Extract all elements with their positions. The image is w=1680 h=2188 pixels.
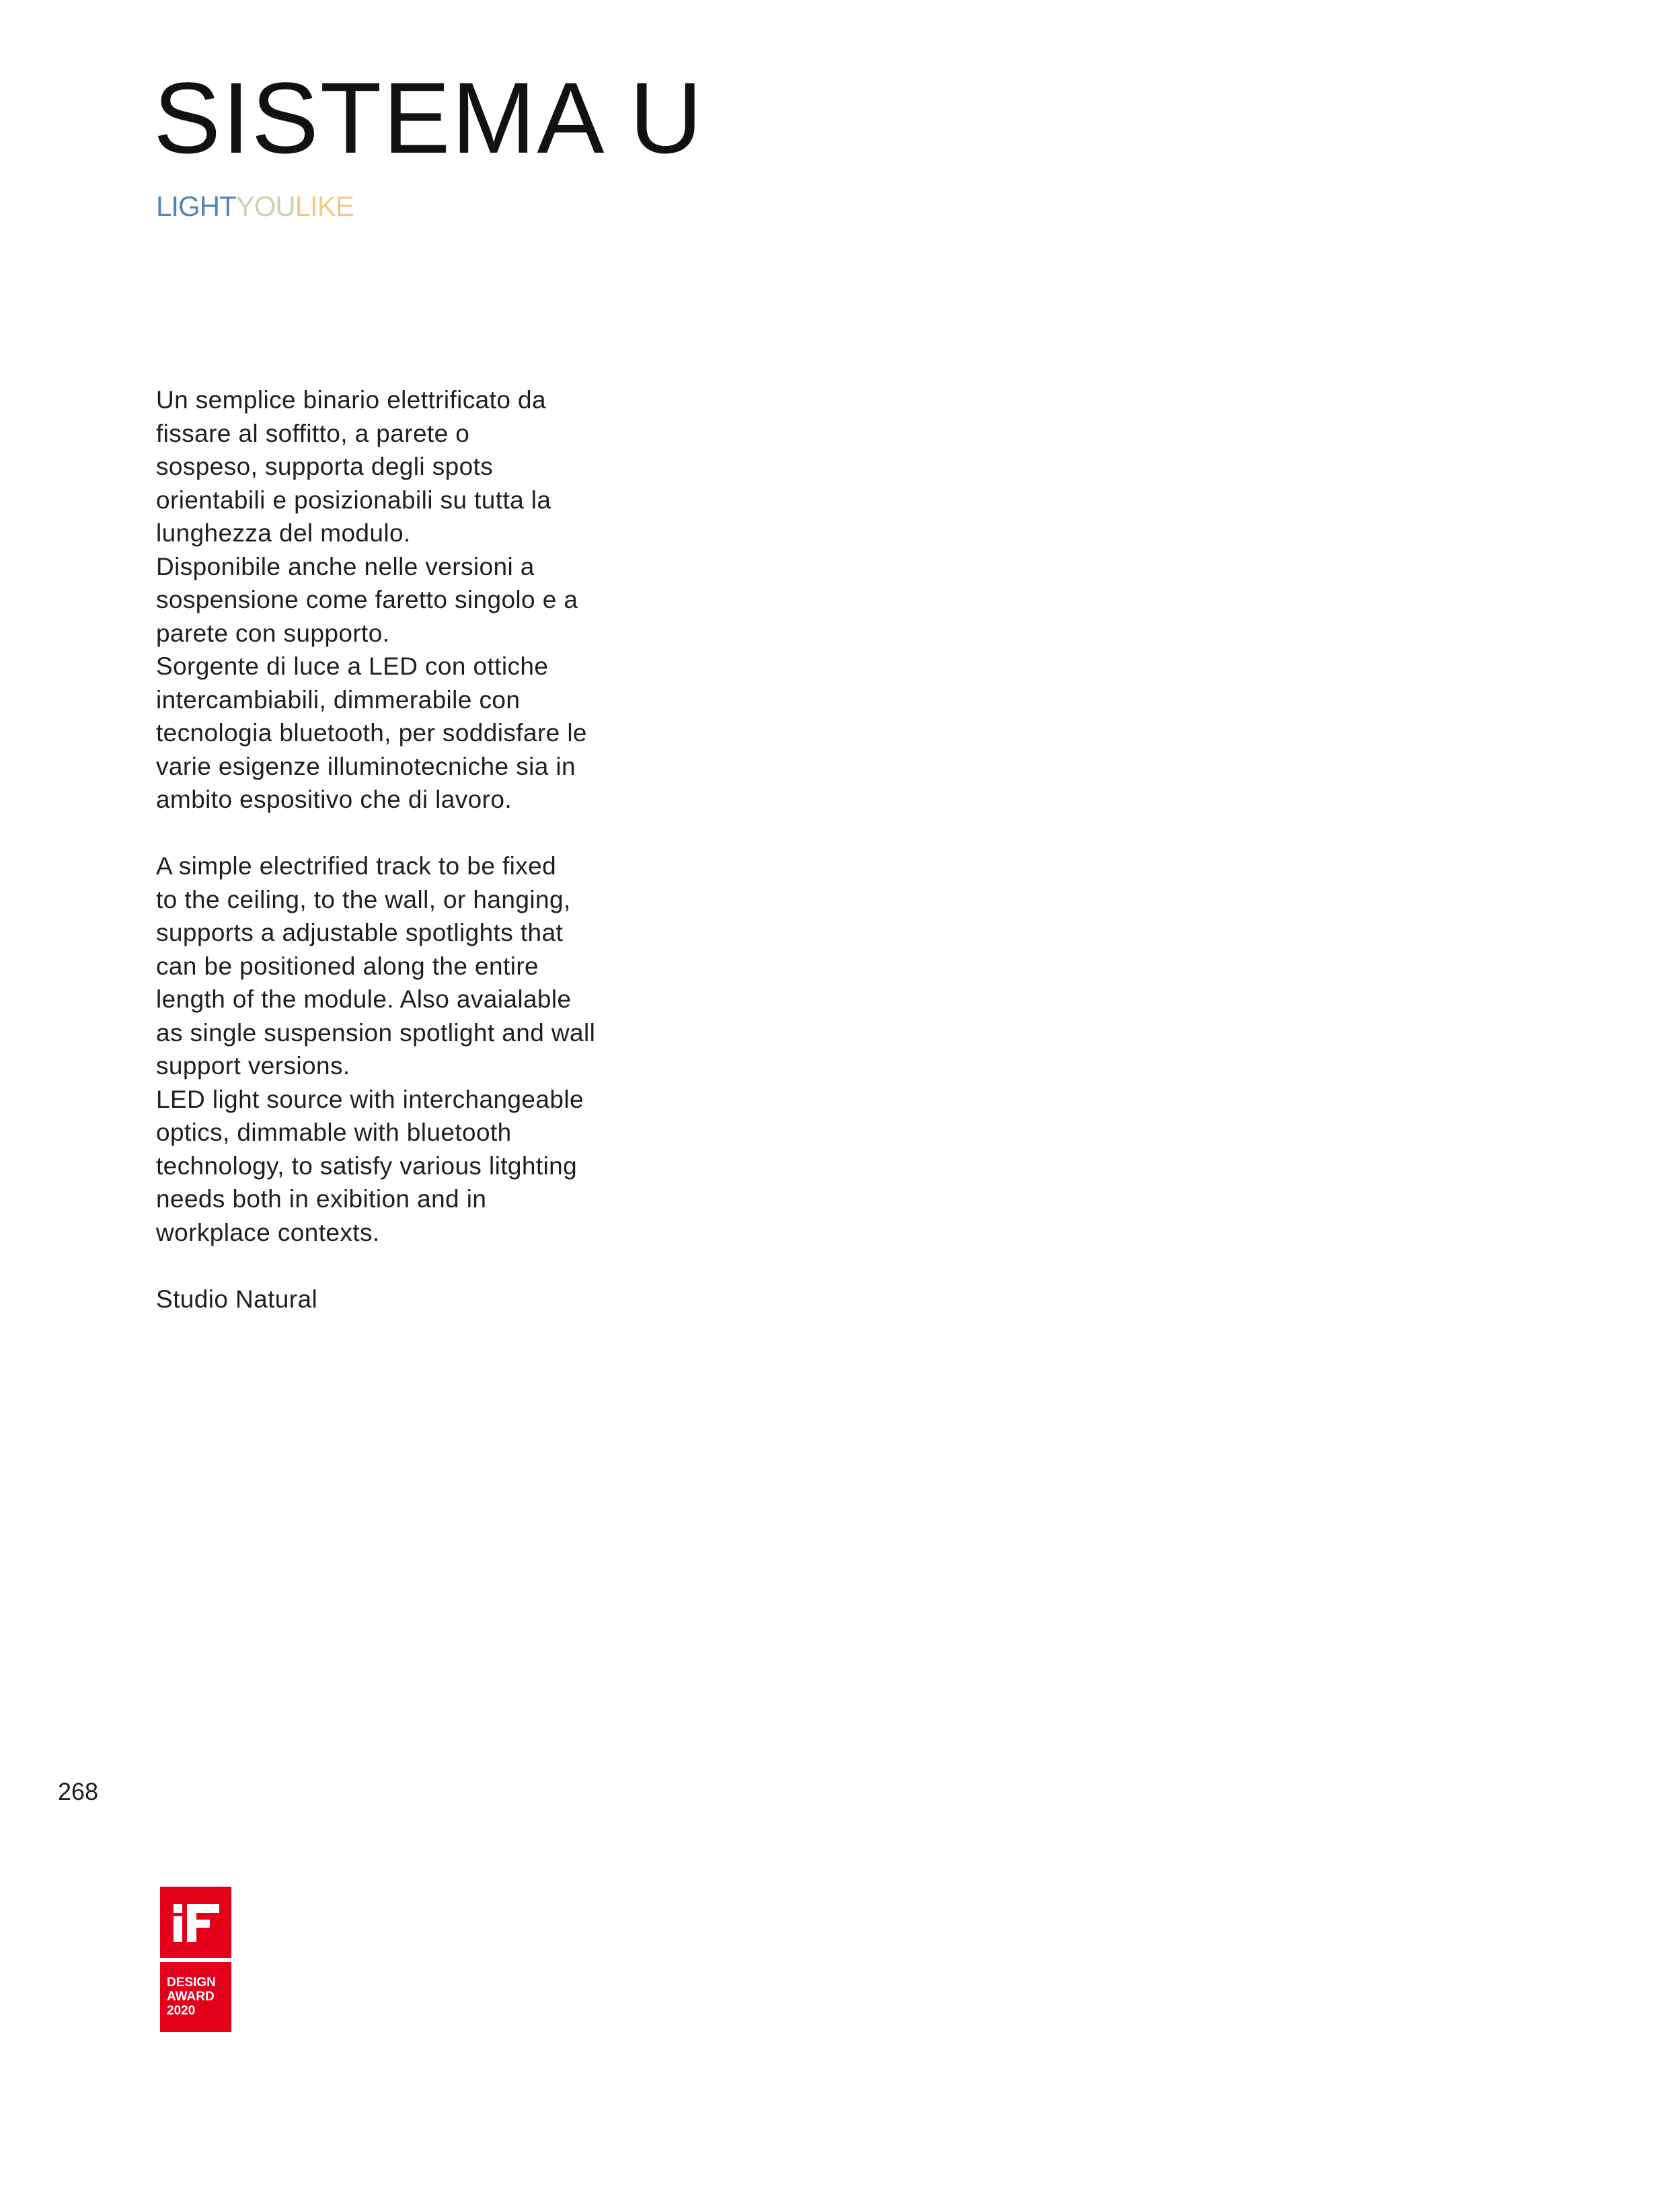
brand-tagline xyxy=(156,192,354,221)
tagline-part-you: YOU xyxy=(235,190,295,222)
if-design-award-badge xyxy=(160,1887,231,2032)
description xyxy=(156,383,667,1316)
page-number: 268 xyxy=(58,1778,99,1805)
tagline-part-light: LIGHT xyxy=(156,190,236,222)
award-label xyxy=(160,1962,231,2032)
if-logo-icon xyxy=(160,1887,231,1958)
description-english: A simple electrified track to be fixed to the ceiling, to the wall, or hanging, supports a adjustable spotlights that can be positioned along the entire length of the module. Also avaialable as single suspension spotlight and wall support versions. LED light source with interchangeable optics, dimmable with bluetooth technology, to satisfy various litghting needs both in exibition and in workplace contexts. xyxy=(156,852,596,1246)
designer-credit: Studio Natural xyxy=(156,1285,318,1313)
page-title: SISTEMA U xyxy=(153,61,704,174)
tagline-part-like: LIKE xyxy=(295,190,354,222)
award-line-year: 2020 xyxy=(167,2004,196,2018)
award-line-award: AWARD xyxy=(167,1990,215,2004)
description-italian: Un semplice binario elettrificato da fissare al soffitto, a parete o sospeso, supporta degli spots orientabili e posizionabili su tutta la lunghezza del modulo. Disponibile anche nelle versioni a sospensione come faretto singolo e a parete con supporto. Sorgente di luce a LED con ottiche intercambiabili, dimmerabile con tecnologia bluetooth, per soddisfare le varie esigenze illuminotecniche sia in ambito espositivo che di lavoro. xyxy=(156,386,587,813)
award-line-design: DESIGN xyxy=(167,1975,216,1990)
